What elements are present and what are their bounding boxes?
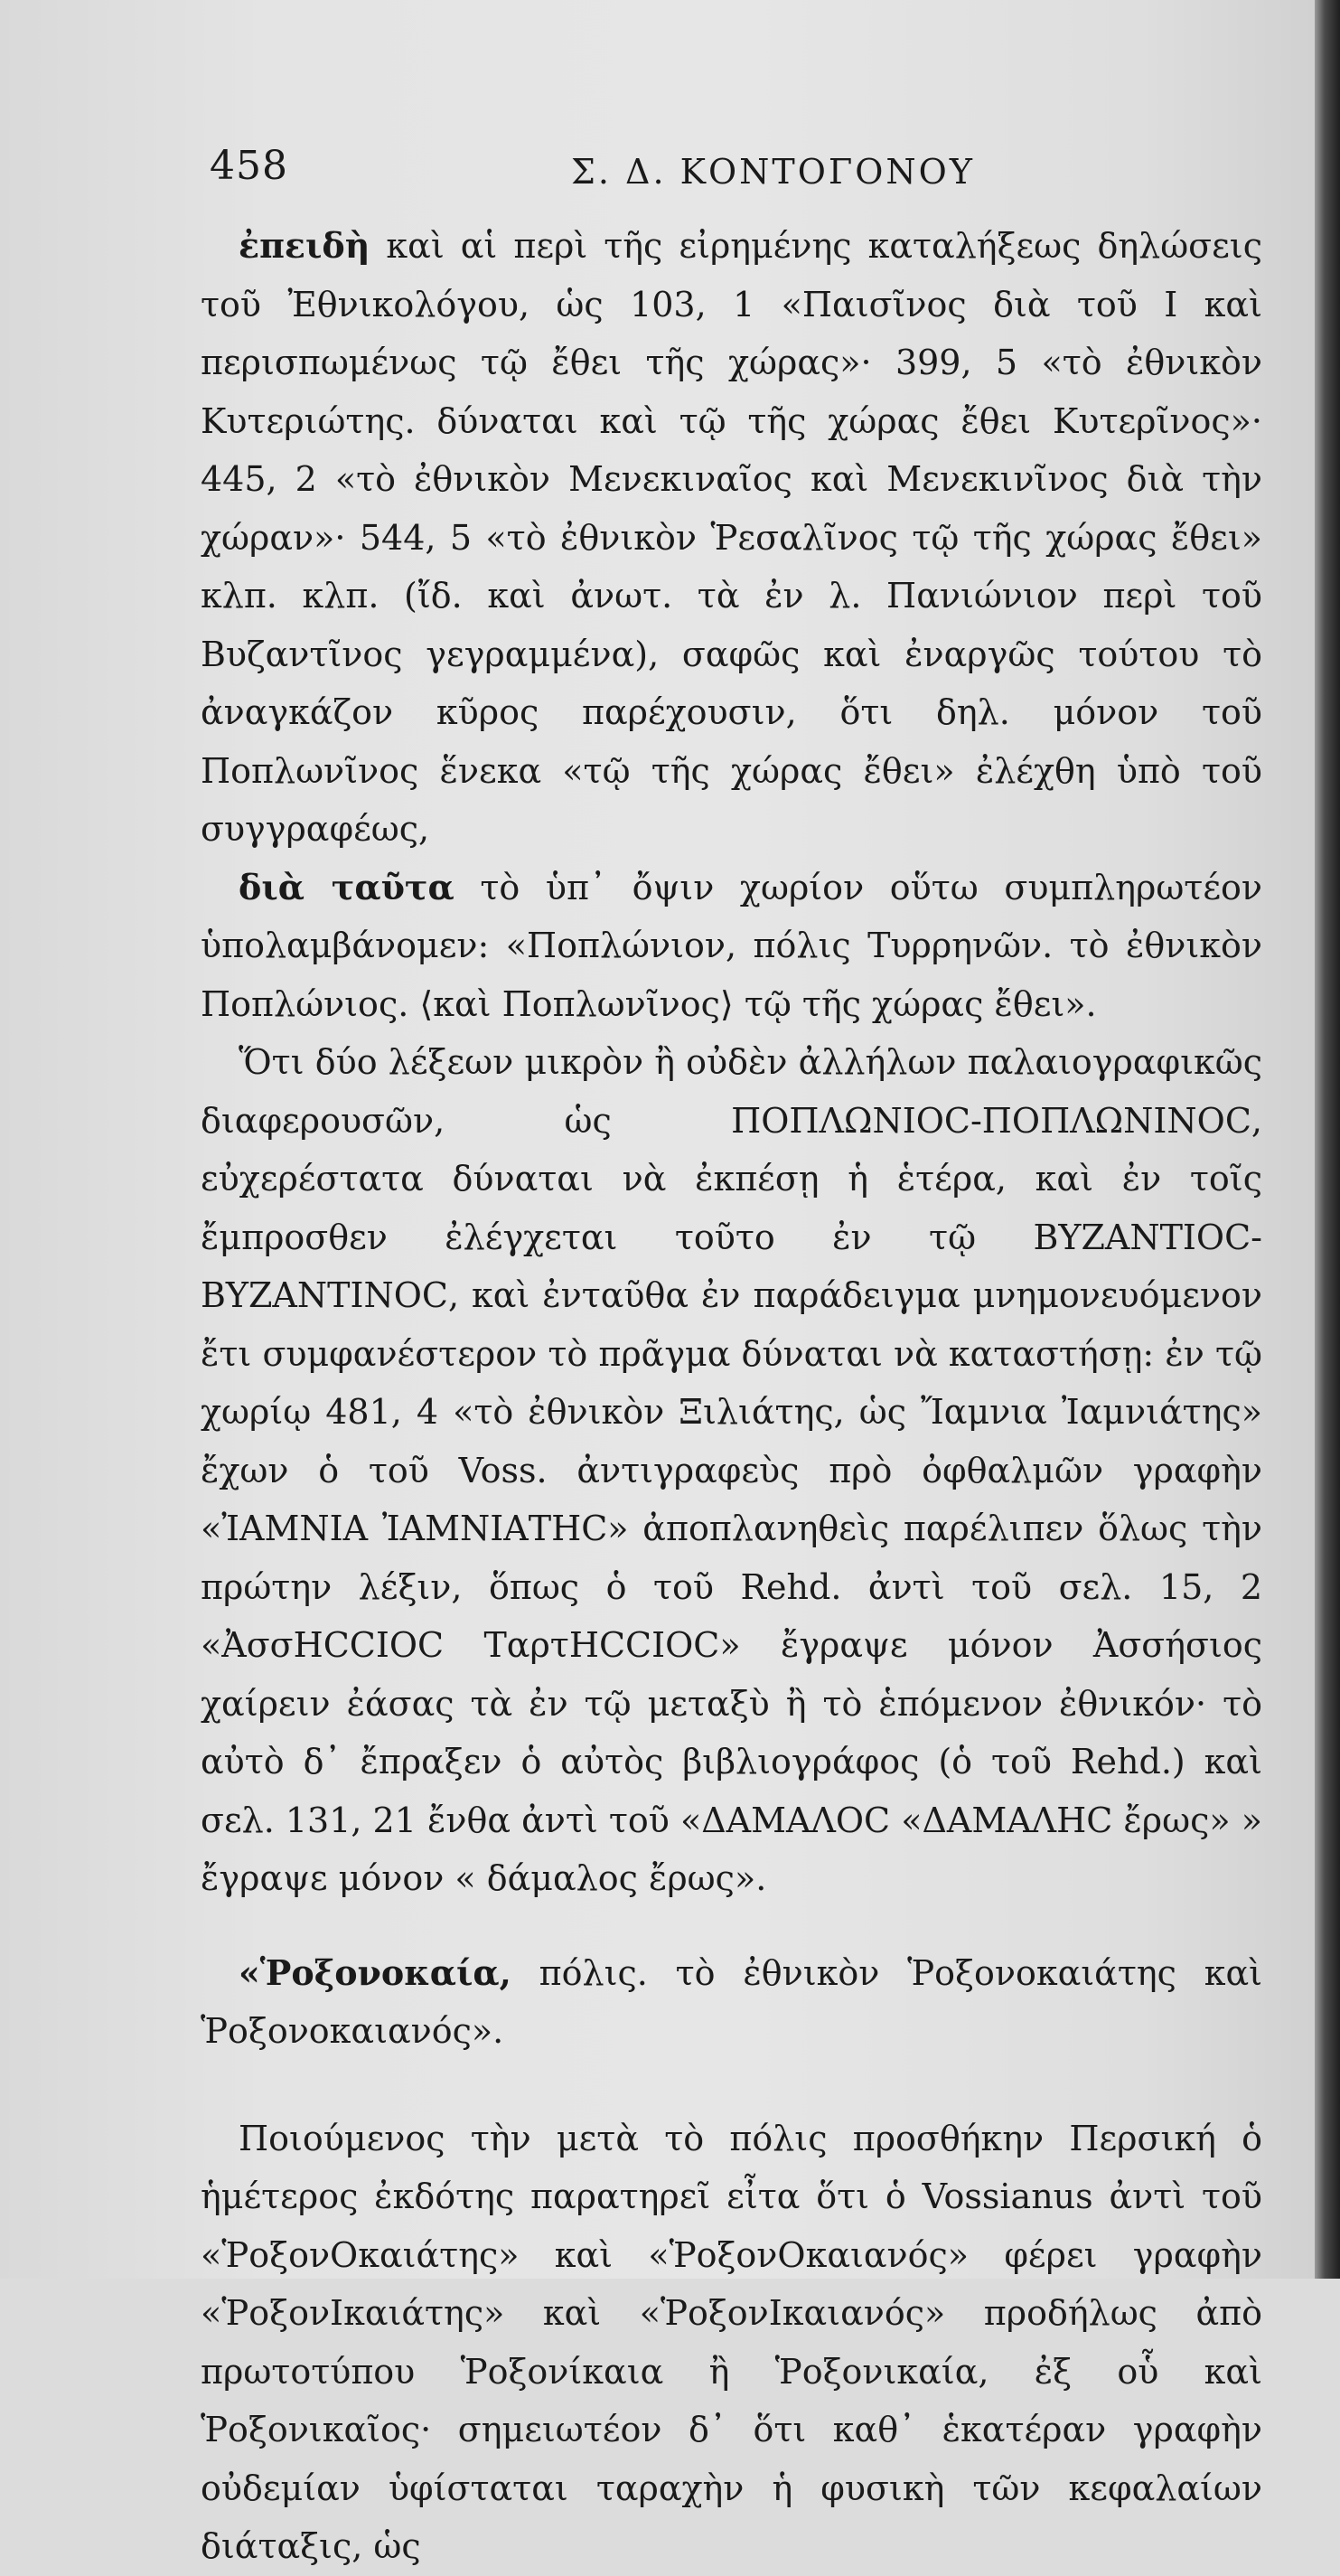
body-text (201, 217, 1262, 2566)
running-head: Σ. Δ. ΚΟΝΤΟΓΟΝΟΥ (571, 152, 975, 192)
paragraph-text: Ποιούμενος τὴν μετὰ τὸ πόλις προσθήκην Περσική ὁ ἡμέτερος ἐκδότης παρατηρεῖ εἶτα ὅτι ὁ Vossianus ἀντὶ τοῦ «ῬοξονΟκαιάτης» καὶ «ῬοξονΟκαιανός» φέρει γραφὴν «ῬοξονΙκαιάτης» καὶ «ῬοξονΙκαιανός» προδήλως ἀπὸ πρωτοτύπου Ῥοξονίκαια ἢ Ῥοξονικαία, ἐξ οὗ καὶ Ῥοξονικαῖος· σημειωτέον δ᾽ ὅτι καθ᾽ ἑκατέραν γραφὴν οὐδεμίαν ὑφίσταται ταραχὴν ἡ φυσικὴ τῶν κεφαλαίων διάταξις, ὡς (201, 2118, 1262, 2566)
paragraph-5 (201, 2110, 1262, 2576)
paragraph-lead: «Ῥοξονοκαία, (239, 1951, 511, 1993)
paragraph-4 (201, 1944, 1262, 2061)
paragraph-lead: ἐπειδὴ (239, 225, 370, 266)
paragraph-1 (201, 217, 1262, 859)
page-number: 458 (210, 143, 288, 189)
paragraph-text: Ὅτι δύο λέξεων μικρὸν ἢ οὐδὲν ἀλλήλων παλαιογραφικῶς διαφερουσῶν, ὡς ΠΟΠΛΩΝΙΟϹ-ΠΟΠΛΩΝΙΝΟϹ, εὐχερέστατα δύναται νὰ ἐκπέσῃ ἡ ἑτέρα, καὶ ἐν τοῖς ἔμπροσθεν ἐλέγχεται τοῦτο ἐν τῷ ΒΥΖΑΝΤΙΟϹ-ΒΥΖΑΝΤΙΝΟϹ, καὶ ἐνταῦθα ἐν παράδειγμα μνημονευόμενον ἔτι συμφανέστερον τὸ πρᾶγμα δύναται νὰ καταστήσῃ: ἐν τῷ χωρίῳ 481, 4 «τὸ ἐθνικὸν Ξιλιάτης, ὡς Ἴαμνια Ἰαμνιάτης» ἔχων ὁ τοῦ Voss. ἀντιγραφεὺς πρὸ ὀφθαλμῶν γραφὴν «ἸΑΜΝΙΑ ἸΑΜΝΙΑΤΗϹ» ἀποπλανηθεὶς παρέλιπεν ὅλως τὴν πρώτην λέξιν, ὅπως ὁ τοῦ Rehd. ἀντὶ τοῦ σελ. 15, 2 «ἈσσΗϹϹΙΟϹ ΤαρτΗϹϹΙΟϹ» ἔγραψε μόνον Ἀσσήσιος χαίρειν ἐάσας τὰ ἐν τῷ μεταξὺ ἢ τὸ ἑπόμενον ἐθνικόν· τὸ αὐτὸ δ᾽ ἔπραξεν ὁ αὐτὸς βιβλιογράφος (ὁ τοῦ Rehd.) καὶ σελ. 131, 21 ἔνθα ἀντὶ τοῦ «ΔΑΜΑΛΟϹ «ΔΑΜΑΛΗϹ ἔρως» » ἔγραψε μόνον « δάμαλος ἔρως». (201, 1042, 1262, 1898)
paragraph-text: πόλις. τὸ ἐθνικὸν Ῥοξονοκαιάτης καὶ Ῥοξονοκαιανός». (201, 1952, 1262, 2051)
paragraph-3 (201, 1033, 1262, 1908)
book-spine-shadow (1315, 0, 1340, 2279)
page-header (210, 143, 1258, 206)
paragraph-2 (201, 859, 1262, 1034)
paragraph-lead: διὰ ταῦτα (239, 866, 454, 907)
paragraph-text: καὶ αἱ περὶ τῆς εἰρημένης καταλήξεως δηλώσεις τοῦ Ἐθνικολόγου, ὡς 103, 1 «Παισῖνος διὰ τοῦ Ι καὶ περισπωμένως τῷ ἔθει τῆς χώρας»· 399, 5 «τὸ ἐθνικὸν Κυτεριώτης. δύναται καὶ τῷ τῆς χώρας ἔθει Κυτερῖνος»· 445, 2 «τὸ ἐθνικὸν Μενεκιναῖος καὶ Μενεκινῖνος διὰ τὴν χώραν»· 544, 5 «τὸ ἐθνικὸν Ῥεσαλῖνος τῷ τῆς χώρας ἔθει» κλπ. κλπ. (ἴδ. καὶ ἀνωτ. τὰ ἐν λ. Πανιώνιον περὶ τοῦ Βυζαντῖνος γεγραμμένα), σαφῶς καὶ ἐναργῶς τούτου τὸ ἀναγκάζον κῦρος παρέχουσιν, ὅτι δηλ. μόνον τοῦ Ποπλωνῖνος ἕνεκα «τῷ τῆς χώρας ἔθει» ἐλέχθη ὑπὸ τοῦ συγγραφέως, (201, 226, 1262, 849)
paragraph-text: τὸ ὑπ᾽ ὄψιν χωρίον οὕτω συμπληρωτέον ὑπολαμβάνομεν: «Ποπλώνιον, πόλις Τυρρηνῶν. τὸ ἐθνικὸν Ποπλώνιος. ⟨καὶ Ποπλωνῖνος⟩ τῷ τῆς χώρας ἔθει». (201, 867, 1262, 1024)
